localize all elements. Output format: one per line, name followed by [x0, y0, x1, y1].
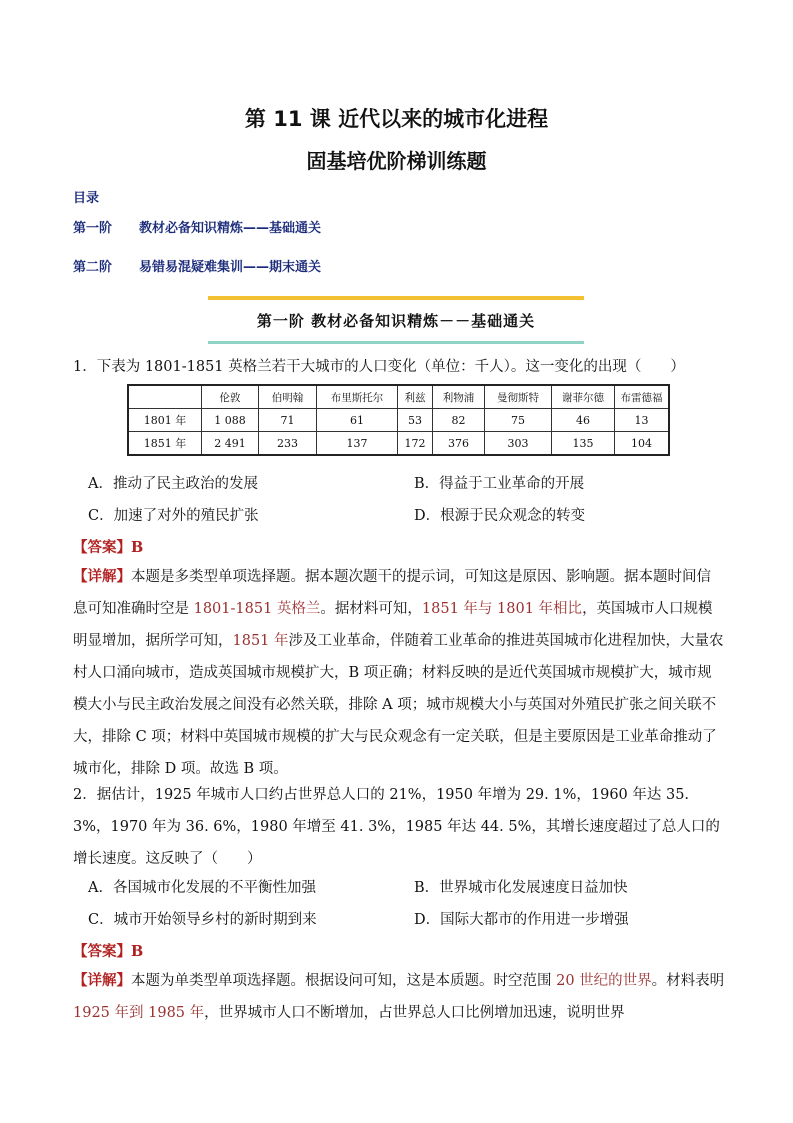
detail-label: 【详解】	[73, 568, 131, 585]
table-header-cell: 伯明翰	[259, 385, 317, 409]
option-c[interactable]: C．加速了对外的殖民扩张	[88, 508, 259, 524]
detail-segment: 。材料表明	[651, 973, 725, 989]
banner-top-rule	[208, 296, 584, 300]
table-header-cell: 利兹	[398, 385, 433, 409]
detail-segment: 涉及工业革命，伴随着工业革命的推进英国城市化进程加快，大量农村人口涌向城市，造成英国城市规模扩大，B 项正确；材料反映的是近代英国城市规模扩大，城市规模大小与民主政治发展之间没有必然关联，排除 A 项；城市规模大小与英国对外殖民扩张之间关联不大，排除 C 项；材料中英国城市规模的扩大与民众观念有一定关联，但是主要原因是工业革命推动了城市化，排除 D 项。故选 B 项。	[73, 633, 724, 777]
option-a[interactable]: A．各国城市化发展的不平衡性加强	[88, 880, 316, 896]
detail-segment: 1801-1851 英格兰	[193, 601, 321, 617]
section-banner	[208, 296, 584, 344]
population-table	[127, 384, 670, 456]
table-cell: 303	[485, 432, 552, 456]
toc-item-text: 易错易混疑难集训——期末通关	[139, 260, 322, 275]
banner-title: 第一阶 教材必备知识精炼－－基础通关	[256, 312, 536, 330]
answer-value: B	[131, 539, 144, 556]
table-cell: 71	[259, 409, 317, 432]
toc-item-2[interactable]	[73, 256, 321, 275]
table-header-cell: 谢菲尔德	[552, 385, 615, 409]
option-d[interactable]: D．根源于民众观念的转变	[414, 508, 586, 524]
table-header-cell: 布雷德福	[615, 385, 670, 409]
table-cell: 46	[552, 409, 615, 432]
table-cell: 2 491	[202, 432, 259, 456]
table-cell: 1 088	[202, 409, 259, 432]
table-row	[128, 432, 669, 456]
table-cell: 53	[398, 409, 433, 432]
detail-text	[73, 569, 724, 777]
table-cell: 135	[552, 432, 615, 456]
detail-segment: 本题是多类型单项选择题。据本题次题干的提示词，可知这是原因、影响题。据本题时间信息可知准确时空是	[73, 569, 711, 617]
question-2-stem: 2．据估计，1925 年城市人口约占世界总人口的 21%，1950 年增为 29. 1%，1960 年达 35. 3%，1970 年为 36. 6%，1980 年增至 41. 3%，1985 年达 44. 5%，其增长速度超过了总人口的增长速度。这反映了（ ）	[73, 787, 720, 867]
detail-segment: ，世界城市人口不断增加，占世界总人口比例增加迅速，说明世界	[204, 1005, 625, 1021]
detail-segment: 本题为单类型单项选择题。根据设问可知，这是本质题。时空范围	[131, 973, 557, 989]
toc-item-level: 第二阶	[73, 260, 113, 275]
toc-item-level: 第一阶	[73, 221, 113, 236]
question-2-detail	[73, 965, 725, 1029]
table-cell: 75	[485, 409, 552, 432]
option-b[interactable]: B．得益于工业革命的开展	[414, 476, 585, 492]
detail-segment: 1851 年与 1801 年相比	[421, 601, 583, 617]
question-2-answer	[73, 940, 143, 961]
answer-value: B	[131, 943, 144, 960]
detail-text	[73, 973, 724, 1021]
exercise-subtitle: 固基培优阶梯训练题	[306, 149, 487, 173]
toc-heading: 目录	[73, 191, 100, 206]
toc-item-text: 教材必备知识精炼——基础通关	[139, 221, 322, 236]
table-header-cell: 曼彻斯特	[485, 385, 552, 409]
banner-bottom-rule	[208, 341, 584, 344]
answer-label: 【答案】	[73, 943, 131, 960]
option-a[interactable]: A．推动了民主政治的发展	[88, 476, 258, 492]
question-1-detail	[73, 561, 725, 785]
table-cell: 82	[433, 409, 485, 432]
table-cell: 104	[615, 432, 670, 456]
detail-segment: ，英国城市人口规模明显增加，据所学可知，	[73, 601, 713, 649]
table-header-cell: 伦敦	[202, 385, 259, 409]
table-header-cell	[128, 385, 202, 409]
detail-segment: 20 世纪的世界	[556, 973, 652, 989]
table-cell: 233	[259, 432, 317, 456]
question-1-answer	[73, 536, 143, 557]
option-b[interactable]: B．世界城市化发展速度日益加快	[414, 880, 628, 896]
toc-item-1[interactable]	[73, 217, 321, 236]
table-cell: 172	[398, 432, 433, 456]
question-1-stem: 1．下表为 1801-1851 英格兰若干大城市的人口变化（单位：千人）。这一变化的出现（ ）	[73, 359, 685, 375]
option-c[interactable]: C．城市开始领导乡村的新时期到来	[88, 912, 317, 928]
table-cell: 1851 年	[128, 432, 202, 456]
detail-segment: 1925 年到 1985 年	[73, 1005, 205, 1021]
table-cell: 137	[317, 432, 398, 456]
table-row	[128, 409, 669, 432]
detail-segment: 。据材料可知，	[320, 601, 422, 617]
question-1-options	[88, 472, 728, 536]
table-cell: 13	[615, 409, 670, 432]
question-2-options	[88, 876, 728, 940]
lesson-title: 第 11 课 近代以来的城市化进程	[244, 107, 549, 131]
detail-segment: 1851 年	[232, 633, 289, 649]
table-cell: 61	[317, 409, 398, 432]
table-cell: 1801 年	[128, 409, 202, 432]
table-header-row	[128, 385, 669, 409]
detail-label: 【详解】	[73, 972, 131, 989]
answer-label: 【答案】	[73, 539, 131, 556]
table-header-cell: 布里斯托尔	[317, 385, 398, 409]
table-header-cell: 利物浦	[433, 385, 485, 409]
option-d[interactable]: D．国际大都市的作用进一步增强	[414, 912, 629, 928]
table-cell: 376	[433, 432, 485, 456]
